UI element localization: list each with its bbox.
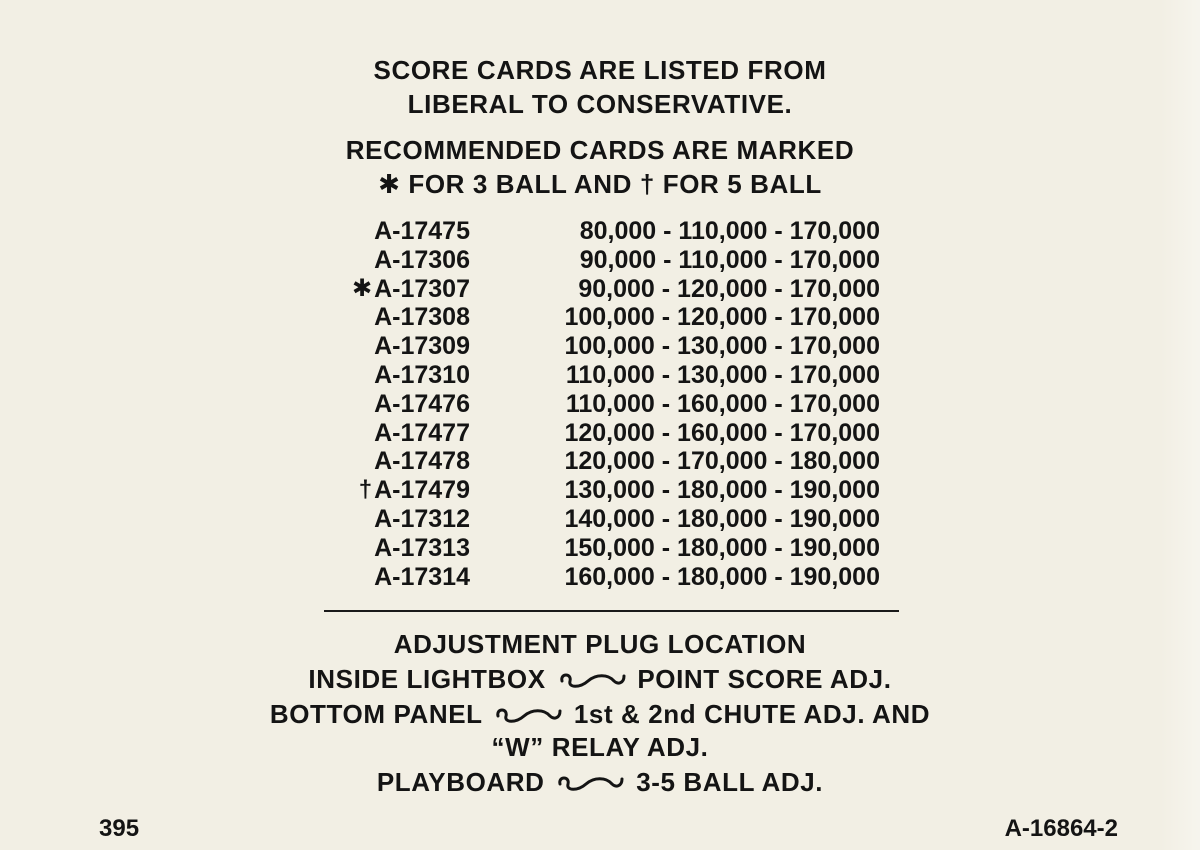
score-card-row (0, 447, 1200, 475)
score-card-values: 90,000 - 110,000 - 170,000 (579, 245, 880, 274)
header-line-4-part-1: FOR 3 BALL AND (408, 169, 632, 199)
score-card-row (0, 303, 1200, 331)
swirl-dash-icon (556, 772, 624, 794)
score-card-values: 100,000 - 120,000 - 170,000 (564, 303, 880, 332)
score-card-row (0, 275, 1200, 303)
adjustment-line-2-left: BOTTOM PANEL (269, 699, 483, 729)
score-card-code: A-17308 (374, 303, 470, 332)
adjustment-line-3: “W” RELAY ADJ. (491, 732, 709, 762)
score-card-code: A-17312 (374, 505, 470, 533)
score-card-code: A-17310 (374, 361, 470, 389)
adjustment-line-2 (0, 699, 1200, 729)
score-card-row (0, 534, 1200, 562)
score-card-code: A-17307 (374, 274, 470, 303)
adjustment-line-4-right: 3-5 BALL ADJ. (636, 767, 824, 797)
asterisk-icon: ✱ (378, 169, 401, 199)
score-card-values: 120,000 - 170,000 - 180,000 (564, 447, 880, 476)
score-card-values: 140,000 - 180,000 - 190,000 (564, 505, 880, 533)
adjustment-line-4-left: PLAYBOARD (376, 767, 545, 797)
score-card-code: A-17313 (374, 533, 470, 562)
score-card-code: A-17306 (374, 245, 470, 274)
score-card-row (0, 390, 1200, 418)
adjustment-line-2-right: 1st & 2nd CHUTE ADJ. AND (573, 699, 931, 729)
score-card-values: 160,000 - 180,000 - 190,000 (564, 562, 880, 591)
swirl-dash-icon (494, 704, 562, 726)
score-card-row (0, 563, 1200, 591)
score-card-code: A-17478 (374, 447, 470, 476)
header-line-3: RECOMMENDED CARDS ARE MARKED (345, 135, 855, 165)
adjustment-line-4 (0, 767, 1200, 797)
score-card-values: 110,000 - 160,000 - 170,000 (565, 389, 880, 418)
adjustment-line-1-right: POINT SCORE ADJ. (637, 664, 892, 694)
score-card-code: A-17475 (374, 217, 470, 245)
score-card-row (0, 217, 1200, 245)
score-card-row (0, 476, 1200, 504)
score-card-values: 100,000 - 130,000 - 170,000 (564, 332, 880, 361)
header-line-4 (0, 169, 1200, 199)
dagger-icon: † (358, 476, 373, 504)
score-card-values: 130,000 - 180,000 - 190,000 (564, 476, 880, 505)
header-line-4-part-2: FOR 5 BALL (662, 169, 822, 199)
asterisk-icon: ✱ (351, 274, 373, 302)
dagger-icon: † (639, 169, 655, 199)
score-card-code: A-17477 (374, 418, 470, 447)
score-card-values: 90,000 - 120,000 - 170,000 (578, 274, 880, 303)
adjustment-line-1 (0, 664, 1200, 694)
score-card-code: A-17314 (374, 562, 470, 591)
swirl-dash-icon (558, 669, 626, 691)
score-card-values: 120,000 - 160,000 - 170,000 (564, 418, 880, 447)
adjustment-line-1-left: INSIDE LIGHTBOX (308, 664, 546, 694)
score-card-code: A-17479 (374, 476, 470, 505)
score-card-row (0, 361, 1200, 389)
score-card-values: 110,000 - 130,000 - 170,000 (565, 361, 880, 389)
score-card-values: 80,000 - 110,000 - 170,000 (579, 217, 880, 245)
divider-rule (324, 610, 899, 612)
header-line-2: LIBERAL TO CONSERVATIVE. (407, 89, 793, 119)
score-card-values: 150,000 - 180,000 - 190,000 (564, 533, 880, 562)
score-card-row (0, 246, 1200, 274)
score-card-row (0, 505, 1200, 533)
score-card-code: A-17476 (374, 389, 470, 418)
header-line-1: SCORE CARDS ARE LISTED FROM (373, 55, 827, 85)
adjustment-title: ADJUSTMENT PLUG LOCATION (393, 629, 807, 659)
page-number: 395 (99, 815, 140, 842)
score-card-row (0, 332, 1200, 360)
score-card-code: A-17309 (374, 332, 470, 361)
document-number: A-16864-2 (1004, 815, 1118, 842)
score-card-row (0, 419, 1200, 447)
